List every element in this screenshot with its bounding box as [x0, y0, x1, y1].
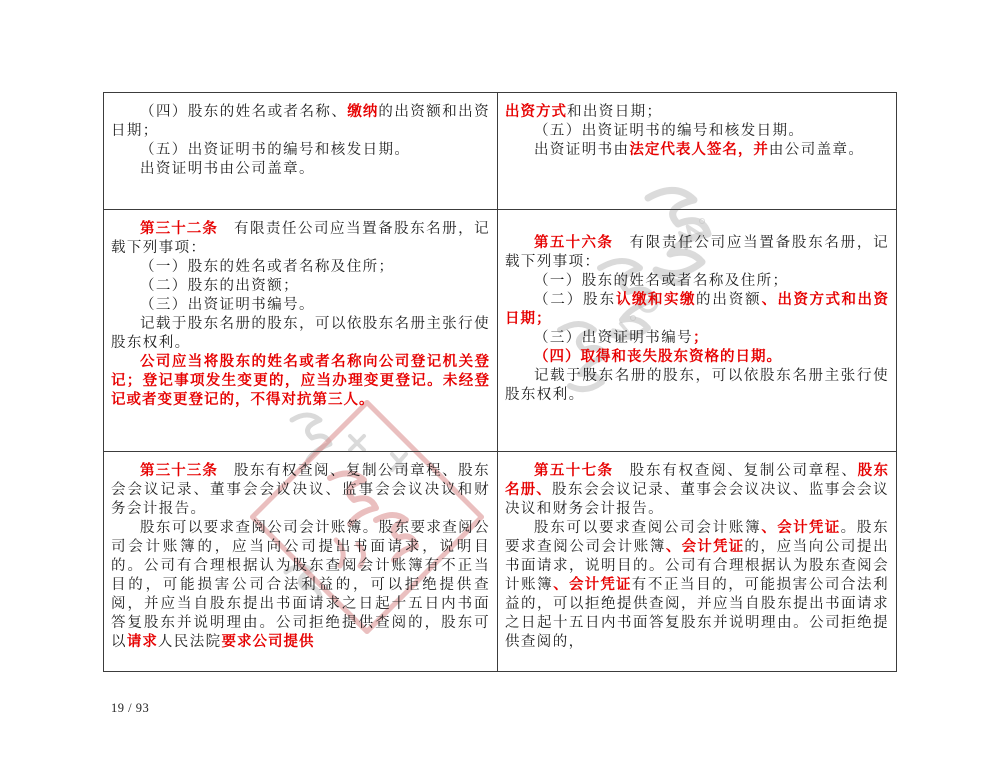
changed-text: 请求 [126, 634, 158, 650]
paragraph [111, 220, 490, 258]
changed-text: 缴纳 [347, 104, 379, 120]
paragraph [111, 258, 490, 277]
body-text: 股东可以要求查阅公司会计账簿 [534, 520, 762, 536]
paragraph [505, 462, 889, 519]
paragraph [505, 291, 889, 329]
cell-new-article-56 [497, 209, 896, 451]
body-text: 出资证明书由公司盖章。 [140, 161, 315, 177]
changed-text: 法定代表人签名，并 [629, 142, 769, 158]
paragraph [505, 272, 889, 291]
page-number: 19 / 93 [111, 701, 150, 715]
body-text: 记载于股东名册的股东，可以依股东名册主张行使股东权利。 [505, 368, 889, 403]
cell-old-article-32 [104, 209, 497, 451]
paragraph [111, 296, 490, 315]
paragraph [505, 141, 889, 160]
body-text: 有限责任公司应当置备股东名册，记载下列事项： [111, 221, 490, 256]
body-text: 股东有权查阅、复制公司章程、股东会会议记录、董事会会议决议、监事会会议决议和财务会计报告。 [111, 463, 490, 517]
changed-text: 、出资方式和出资日期； [505, 292, 890, 327]
changed-text: 出资方式 [505, 104, 567, 120]
changed-text: 第五十七条 [534, 463, 614, 479]
changed-text: 第五十六条 [534, 235, 614, 251]
cell-old-article-33 [104, 451, 497, 671]
paragraph [505, 348, 889, 367]
body-text: 由公司盖章。 [768, 142, 865, 158]
body-text: 的出资额和出资日期； [111, 104, 490, 139]
body-text: （二）股东 [534, 292, 616, 308]
changed-text: ； [693, 330, 709, 346]
body-text: 有限责任公司应当置备股东名册，记载下列事项： [505, 235, 889, 270]
paragraph [111, 315, 490, 353]
body-text: 的，应当向公司提出书面请求，说明目的。公司有合理根据认为股东查阅会计账簿 [505, 539, 890, 593]
paragraph [505, 329, 889, 348]
body-text: 的出资额 [695, 292, 762, 308]
cell-old-article-31-continued [104, 93, 497, 209]
paragraph [505, 367, 889, 405]
changed-text: 第三十三条 [140, 463, 219, 479]
body-text: （二）股东的出资额； [140, 278, 299, 294]
paragraph [505, 519, 889, 652]
body-text: 人民法院 [157, 634, 222, 650]
paragraph [505, 103, 889, 122]
body-text: （一）股东的姓名或者名称及住所； [140, 259, 395, 275]
body-text: （一）股东的姓名或者名称及住所； [534, 273, 789, 289]
paragraph [505, 234, 889, 272]
paragraph [111, 141, 490, 160]
body-text: （五）出资证明书的编号和核发日期。 [140, 142, 411, 158]
paragraph [111, 160, 490, 179]
body-text: 股东有权查阅、复制公司章程、 [613, 463, 858, 479]
changed-text: 要求公司提供 [221, 634, 315, 650]
body-text: 股东会会议记录、董事会会议决议、监事会会议决议和财务会计报告。 [505, 482, 889, 517]
body-text: 股东可以要求查阅公司会计账簿。股东要求查阅公司会计账簿的，应当向公司提出书面请求，说明目的。公司有合理根据认为股东查阅会计账簿有不正当目的，可能损害公司合法利益的，可以拒绝提供查阅，并应当自股东提出书面请求之日起十五日内书面答复股东并说明理由。公司拒绝提供查阅的，股东可以 [111, 520, 490, 650]
cell-new-article-57 [497, 451, 896, 671]
paragraph [111, 103, 490, 141]
changed-text: （四）取得和丧失股东资格的日期。 [534, 349, 782, 365]
cell-new-article-55-continued [497, 93, 896, 209]
paragraph [505, 122, 889, 141]
paragraph [111, 277, 490, 296]
body-text: 出资证明书由 [534, 142, 630, 158]
paragraph [111, 353, 490, 410]
body-text: 。股东要求查阅公司会计账簿 [505, 520, 889, 555]
changed-text: 公司应当将股东的姓名或者名称向公司登记机关登记；登记事项发生变更的，应当办理变更登记。未经登记或者变更登记的，不得对抗第三人。 [111, 354, 490, 408]
paragraph [111, 462, 490, 519]
changed-text: 第三十二条 [140, 221, 219, 237]
body-text: （三）出资证明书编号 [534, 330, 693, 346]
body-text: 和出资日期； [567, 104, 663, 120]
paragraph [111, 519, 490, 652]
changed-text: 股东名册、 [505, 463, 890, 498]
changed-text: 、会计凭证 [761, 520, 841, 536]
body-text: （五）出资证明书的编号和核发日期。 [534, 123, 805, 139]
body-text: （三）出资证明书编号。 [140, 297, 315, 313]
body-text: 记载于股东名册的股东，可以依股东名册主张行使股东权利。 [111, 316, 490, 351]
body-text: （四）股东的姓名或者名称、 [140, 104, 348, 120]
changed-text: 、会计凭证 [665, 539, 745, 555]
changed-text: 认缴和实缴 [615, 292, 696, 308]
changed-text: 、会计凭证 [553, 577, 632, 593]
comparison-table [103, 92, 897, 672]
body-text: 有不正当目的，可能损害公司合法利益的，可以拒绝提供查阅，并应当自股东提出书面请求之日起十五日内书面答复股东并说明理由。公司拒绝提供查阅的， [505, 577, 890, 650]
